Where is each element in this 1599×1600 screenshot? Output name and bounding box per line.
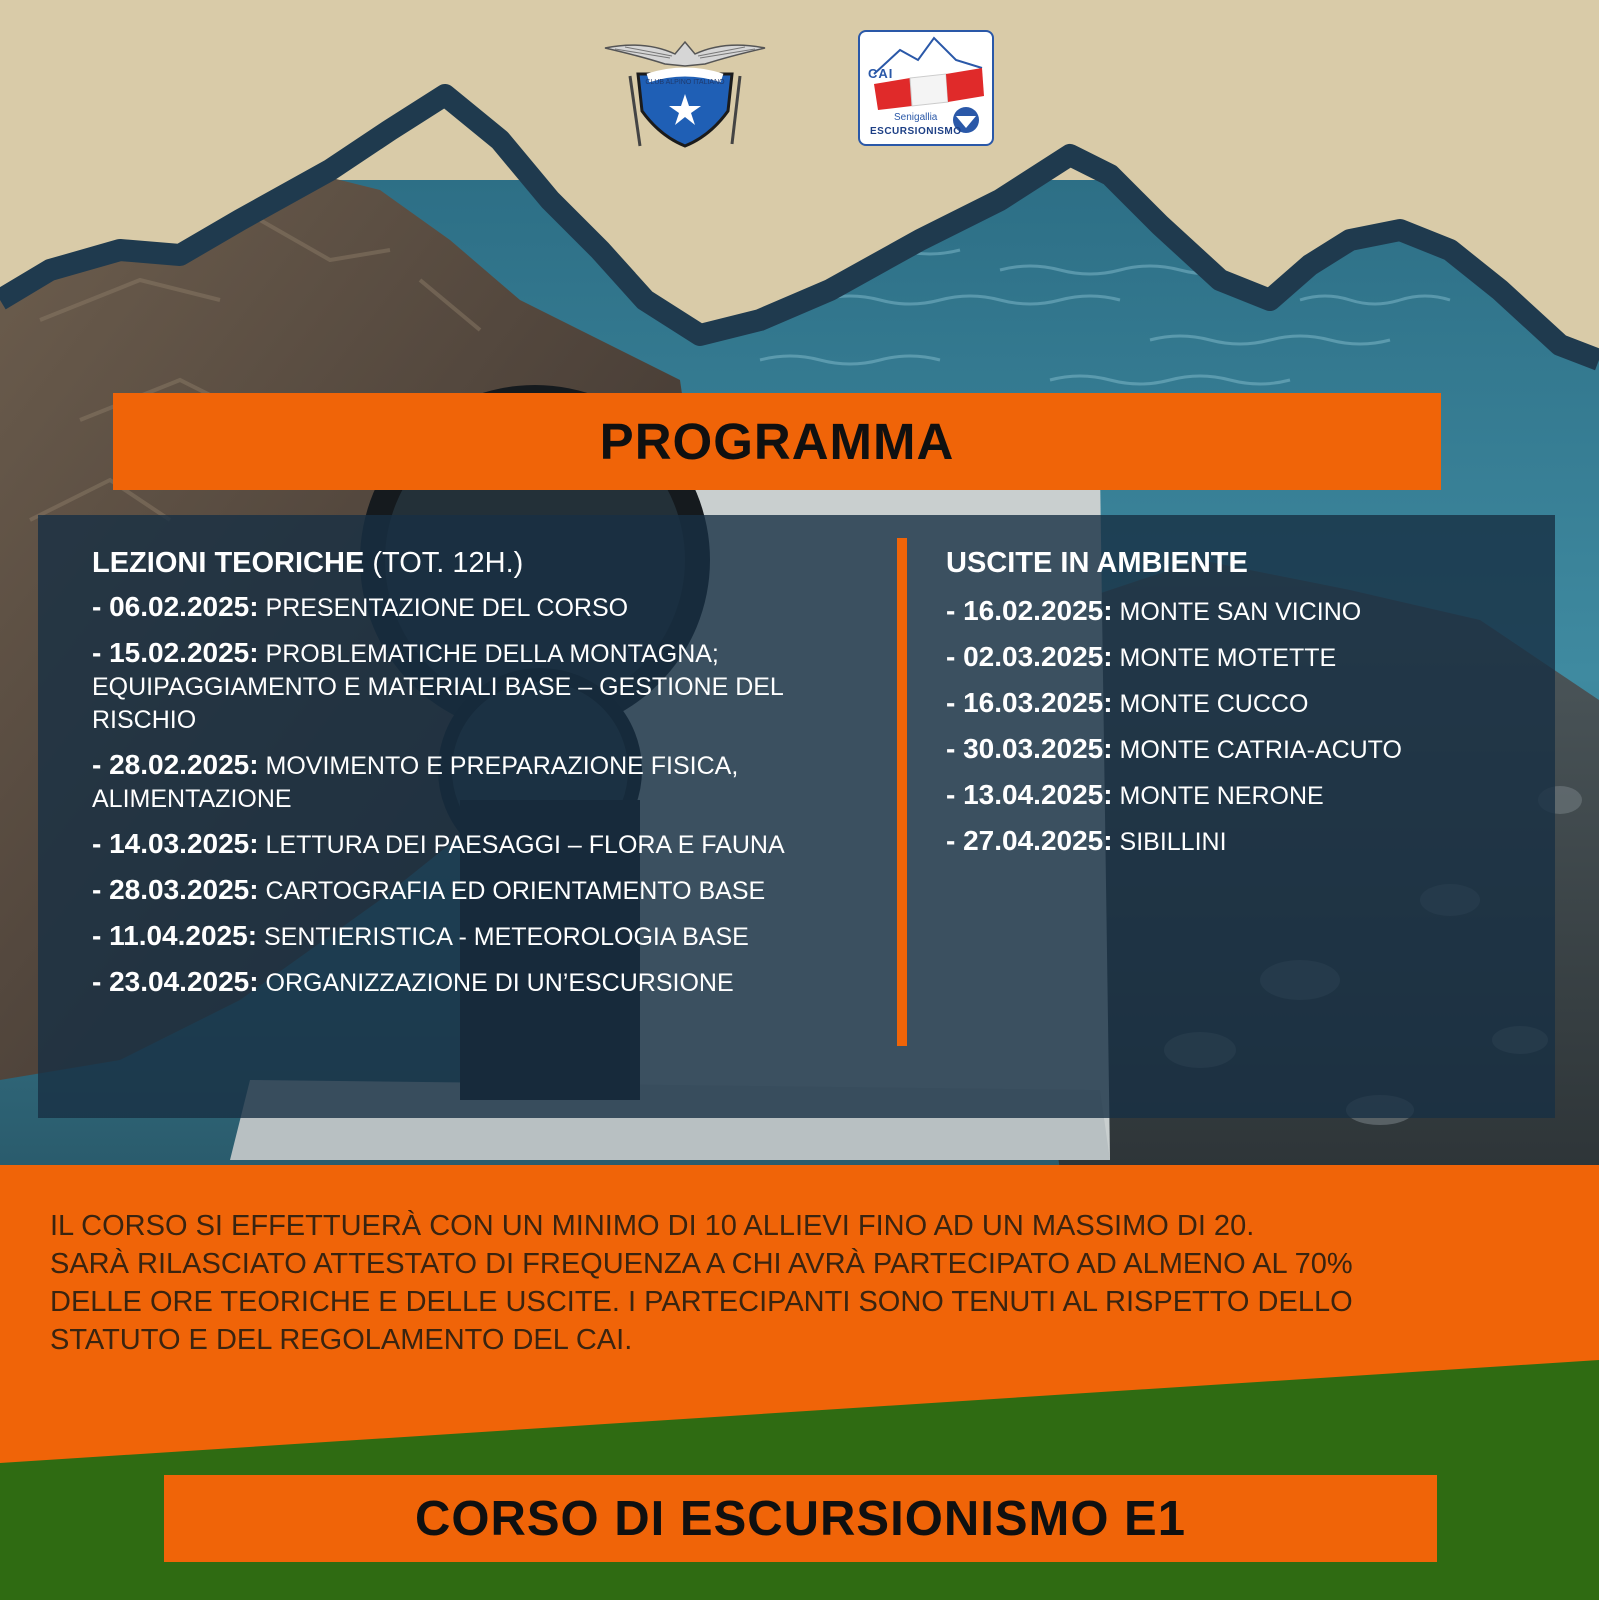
uscita-desc: MONTE CUCCO [1119,690,1309,718]
uscita-item [946,640,1536,675]
lezione-date: - 14.03.2025: [92,828,259,859]
uscita-item [946,594,1536,629]
course-title-banner [164,1475,1437,1562]
lezione-desc: LETTURA DEI PAESAGGI – FLORA E FAUNA [265,831,785,859]
uscite-title: USCITE IN AMBIENTE [946,547,1248,579]
uscita-date: - 13.04.2025: [946,779,1113,810]
info-line: STATUTO E DEL REGOLAMENTO DEL CAI. [50,1324,633,1356]
lezioni-teoriche-column [92,547,882,1011]
uscita-desc: SIBILLINI [1119,828,1227,856]
column-divider [897,538,907,1046]
uscita-date: - 02.03.2025: [946,641,1113,672]
lezione-item [92,873,882,908]
lezione-date: - 23.04.2025: [92,966,259,997]
course-info-text [50,1207,1560,1359]
lezione-item [92,748,882,816]
lezione-date: - 11.04.2025: [92,920,258,951]
cai-senigallia-logo [858,30,994,146]
uscita-desc: MONTE SAN VICINO [1119,598,1362,626]
uscita-desc: MONTE CATRIA-ACUTO [1119,736,1402,764]
lezione-item [92,827,882,862]
uscita-date: - 30.03.2025: [946,733,1113,764]
uscita-date: - 16.03.2025: [946,687,1113,718]
uscita-desc: MONTE MOTETTE [1119,644,1337,672]
uscita-desc: MONTE NERONE [1119,782,1324,810]
lezione-desc: ORGANIZZAZIONE DI UN’ESCURSIONE [265,969,734,997]
logo-city-label: Senigallia [894,112,938,123]
lezione-desc: SENTIERISTICA - METEOROLOGIA BASE [263,923,749,951]
lezione-item [92,965,882,1000]
programma-title: PROGRAMMA [599,413,955,470]
lezione-date: - 15.02.2025: [92,637,259,668]
uscita-item [946,824,1536,859]
lezione-item [92,919,882,954]
lezione-date: - 28.03.2025: [92,874,259,905]
cai-logo-text: CLUB ALPINO ITALIANO [645,79,725,86]
uscita-date: - 16.02.2025: [946,595,1113,626]
lezione-desc: PRESENTAZIONE DEL CORSO [265,594,629,622]
lezioni-subtitle: (TOT. 12H.) [372,547,524,579]
lezioni-list [92,590,882,1000]
lezioni-heading [92,547,882,580]
uscita-item [946,732,1536,767]
course-title: CORSO DI ESCURSIONISMO E1 [414,1491,1186,1546]
lezione-date: - 28.02.2025: [92,749,259,780]
uscite-column [946,547,1536,870]
logo-cai-label: CAI [868,66,894,81]
lezione-item [92,590,882,625]
info-line: DELLE ORE TEORICHE E DELLE USCITE. I PARTECIPANTI SONO TENUTI AL RISPETTO DELLO [50,1286,1353,1318]
info-line: SARÀ RILASCIATO ATTESTATO DI FREQUENZA A CHI AVRÀ PARTECIPATO AD ALMENO AL 70% [50,1248,1353,1280]
programma-banner [113,393,1441,490]
cai-logo [600,36,770,151]
lezione-desc: PROBLEMATICHE DELLA MONTAGNA; EQUIPAGGIAMENTO E MATERIALI BASE – GESTIONE DEL RISCHIO [92,640,783,734]
lezioni-title: LEZIONI TEORICHE [92,547,365,579]
info-line: IL CORSO SI EFFETTUERÀ CON UN MINIMO DI 10 ALLIEVI FINO AD UN MASSIMO DI 20. [50,1210,1255,1242]
uscita-item [946,778,1536,813]
logo-section-label: ESCURSIONISMO [870,126,962,137]
lezione-date: - 06.02.2025: [92,591,259,622]
lezione-desc: MOVIMENTO E PREPARAZIONE FISICA, ALIMENTAZIONE [92,752,739,813]
uscita-date: - 27.04.2025: [946,825,1113,856]
uscite-list [946,594,1536,859]
lezione-desc: CARTOGRAFIA ED ORIENTAMENTO BASE [265,877,766,905]
uscita-item [946,686,1536,721]
lezione-item [92,636,882,737]
